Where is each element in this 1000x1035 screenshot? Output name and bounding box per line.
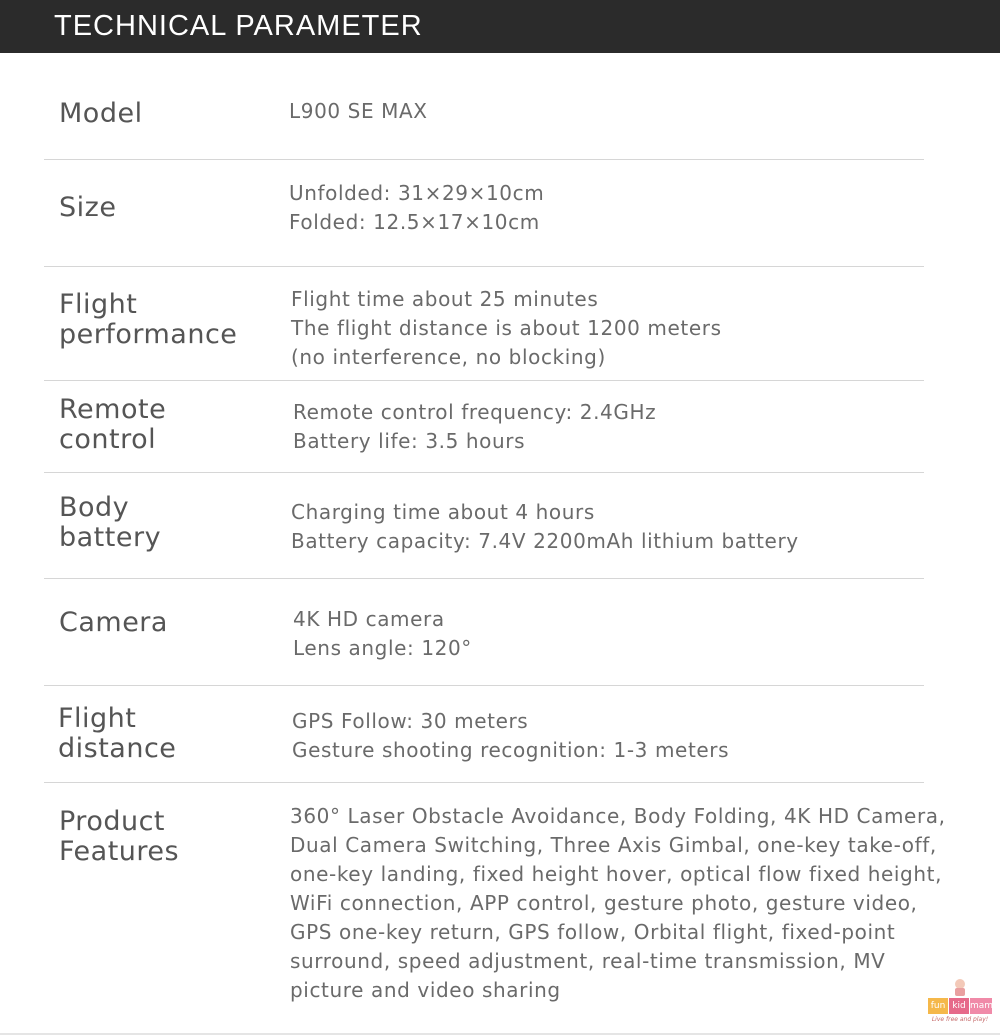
watermark-word: mama: [970, 998, 992, 1014]
spec-label: Flight distance: [58, 703, 177, 764]
spec-label: Product Features: [59, 806, 180, 867]
watermark-word: fun: [928, 998, 948, 1014]
page-title: TECHNICAL PARAMETER: [54, 10, 423, 42]
spec-row-model: [44, 54, 924, 160]
watermark-tagline: Live free and play!: [931, 1016, 989, 1023]
spec-label: Camera: [59, 607, 168, 638]
spec-label: Flight performance: [59, 289, 238, 350]
spec-value: 4K HD camera Lens angle: 120°: [293, 607, 472, 660]
watermark-figure-icon: [926, 976, 994, 1000]
spec-label: Model: [59, 98, 143, 129]
spec-value: L900 SE MAX: [289, 99, 428, 123]
spec-value: 360° Laser Obstacle Avoidance, Body Folding, 4K HD Camera, Dual Camera Switching, Three Axis Gimbal, one-key take-off, one-key landing, fixed height hover, optical flow fixed height, WiFi connection, APP control, gesture photo, gesture video, GPS one-key return, GPS follow, Orbital flight, fixed-point surround, speed adjustment, real-time transmission, MV picture and video sharing: [290, 804, 946, 1002]
spec-row-size: [44, 160, 924, 267]
spec-label: Remote control: [59, 394, 167, 455]
spec-row-flight-performance: [44, 267, 924, 381]
spec-row-flight-distance: [44, 686, 924, 783]
spec-label: Body battery: [59, 492, 162, 553]
spec-row-body-battery: [44, 473, 924, 579]
header-bar: [0, 0, 1000, 53]
watermark-logo: [926, 976, 999, 1028]
watermark-word: kid: [949, 998, 969, 1014]
spec-label: Size: [59, 192, 117, 223]
spec-row-camera: [44, 579, 924, 686]
spec-value: Charging time about 4 hours Battery capacity: 7.4V 2200mAh lithium battery: [291, 500, 799, 553]
spec-value: GPS Follow: 30 meters Gesture shooting recognition: 1-3 meters: [292, 709, 730, 762]
spec-row-remote-control: [44, 381, 924, 473]
spec-value: Flight time about 25 minutes The flight distance is about 1200 meters (no interference, no blocking): [291, 287, 722, 369]
spec-value: Unfolded: 31×29×10cm Folded: 12.5×17×10cm: [289, 181, 545, 234]
spec-value: Remote control frequency: 2.4GHz Battery life: 3.5 hours: [293, 400, 657, 453]
